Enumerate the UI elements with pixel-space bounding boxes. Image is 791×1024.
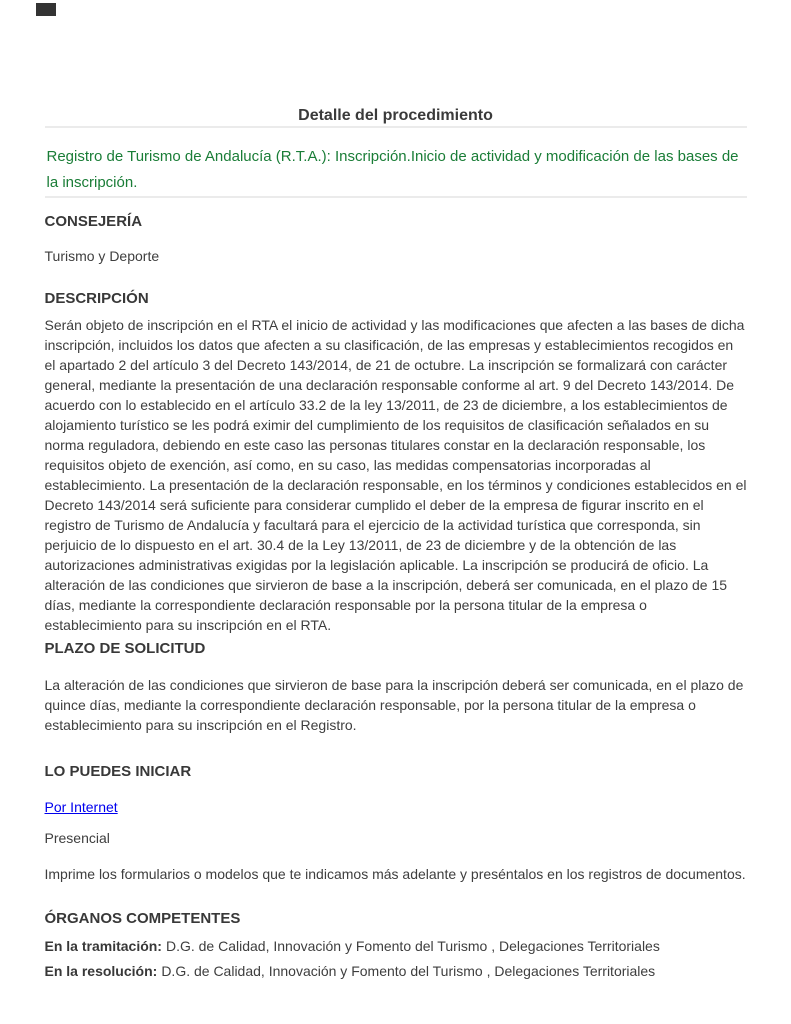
organos-rows <box>45 934 747 984</box>
plazo-body: La alteración de las condiciones que sirvieron de base para la inscripción deberá ser comunicada, en el plazo de quince días, mediante la correspondiente declaración responsable, por la persona titular de la empresa o establecimiento para su inscripción en el Registro. <box>44 677 744 733</box>
organos-heading: ÓRGANOS COMPETENTES <box>44 910 241 927</box>
divider-top <box>45 126 747 128</box>
section-lo-puedes-iniciar <box>45 763 747 884</box>
page-title: Detalle del procedimiento <box>298 107 493 124</box>
descripcion-body: Serán objeto de inscripción en el RTA el inicio de actividad y las modificaciones que afecten a las bases de dicha inscripción, incluidos los datos que afecten a su clasificación, de las empresas y establecimientos recogidos en el apartado 2 del artículo 3 del Decreto 143/2014, de 21 de octubre. La inscripción se formalizará con carácter general, mediante la presentación de una declaración responsable conforme al art. 9 del Decreto 143/2014. De acuerdo con lo establecido en el artículo 33.2 de la ley 13/2011, de 23 de diciembre, a los establecimientos de alojamiento turístico se les podrá eximir del cumplimiento de los requisitos de clasificación señalados en su norma reguladora, debiendo en este caso las personas titulares constar en la declaración responsable, los requisitos objeto de exención, así como, en su caso, las medidas compensatorias incorporadas al establecimiento. La presentación de la declaración responsable, en los términos y condiciones establecidos en el Decreto 143/2014 será suficiente para considerar cumplido el deber de la empresa de figurar inscrito en el registro de Turismo de Andalucía y facultará para el ejercicio de la actividad turística que corresponda, sin perjuicio de lo dispuesto en el art. 30.4 de la Ley 13/2011, de 23 de diciembre y de la obtención de las autorizaciones administrativas exigidas por la legislación aplicable. La inscripción se producirá de oficio. La alteración de las condiciones que sirvieron de base a la inscripción, deberá ser comunicada, en el plazo de 15 días, mediante la correspondiente declaración responsable por la persona titular de la empresa o establecimiento para su inscripción en el RTA. <box>44 317 747 633</box>
section-plazo-solicitud <box>45 640 747 735</box>
tramitacion-label: En la tramitación: <box>44 938 162 954</box>
divider-bottom <box>45 196 747 198</box>
organo-row-tramitacion <box>45 934 747 959</box>
descripcion-heading: DESCRIPCIÓN <box>44 290 149 307</box>
por-internet-row <box>45 797 747 817</box>
resolucion-value: D.G. de Calidad, Innovación y Fomento del Turismo , Delegaciones Territoriales <box>161 963 656 979</box>
page-corner-marker <box>36 3 56 16</box>
tramitacion-value: D.G. de Calidad, Innovación y Fomento del Turismo , Delegaciones Territoriales <box>165 938 660 954</box>
por-internet-link[interactable]: Por Internet <box>44 799 118 815</box>
procedure-detail-page <box>45 0 747 984</box>
consejeria-heading: CONSEJERÍA <box>44 213 143 230</box>
procedure-name: Registro de Turismo de Andalucía (R.T.A.): Inscripción.Inicio de actividad y modificación de las bases de la inscripción. <box>46 148 739 191</box>
consejeria-value: Turismo y Deporte <box>44 248 160 264</box>
resolucion-label: En la resolución: <box>44 963 158 979</box>
plazo-heading: PLAZO DE SOLICITUD <box>44 640 206 657</box>
presencial-note: Imprime los formularios o modelos que te indicamos más adelante y preséntalos en los registros de documentos. <box>44 866 746 882</box>
iniciar-heading: LO PUEDES INICIAR <box>44 763 192 780</box>
presencial-label: Presencial <box>44 830 110 846</box>
section-organos-competentes <box>45 910 747 984</box>
organo-row-resolucion <box>45 959 747 984</box>
section-consejeria <box>45 213 747 266</box>
section-descripcion <box>45 290 747 635</box>
